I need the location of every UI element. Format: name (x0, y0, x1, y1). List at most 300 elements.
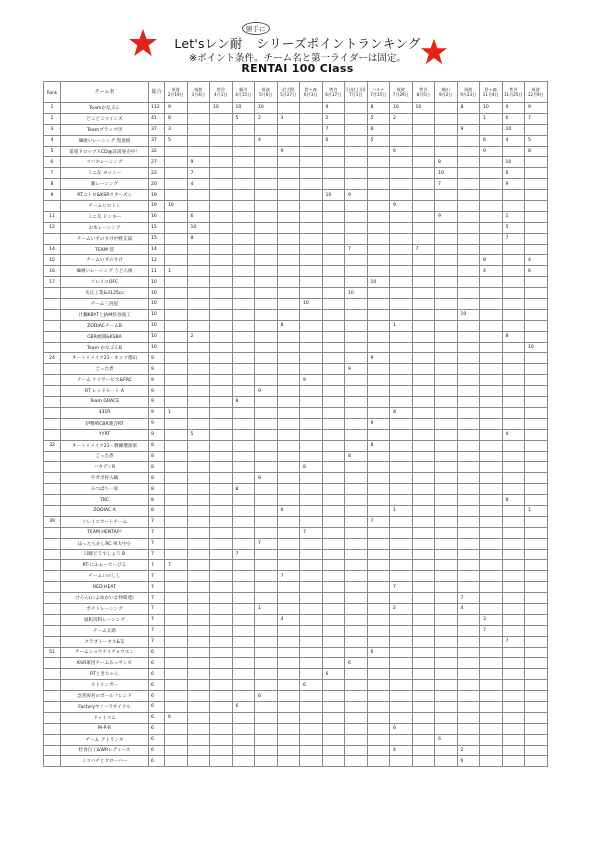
total-points-cell: 8 (149, 473, 165, 484)
event-points-cell (277, 386, 300, 397)
event-points-cell (322, 386, 345, 397)
event-points-cell (322, 353, 345, 364)
event-points-cell (277, 712, 300, 723)
event-points-cell (255, 571, 278, 582)
event-points-cell (165, 593, 188, 604)
event-points-cell (210, 342, 233, 353)
event-points-cell (435, 647, 458, 658)
event-points-cell: 10 (187, 222, 210, 233)
event-points-cell (187, 549, 210, 560)
event-points-cell (367, 560, 390, 571)
event-points-cell (502, 266, 525, 277)
header-event (525, 82, 548, 103)
team-name-cell: 急善IV君のボールフレンド (61, 691, 149, 702)
event-points-cell (277, 429, 300, 440)
event-points-cell (525, 222, 548, 233)
event-points-cell (502, 680, 525, 691)
event-points-cell: 3 (165, 124, 188, 135)
event-points-cell (435, 680, 458, 691)
event-points-cell (322, 723, 345, 734)
event-points-cell (300, 331, 323, 342)
event-points-cell (210, 353, 233, 364)
header-event (277, 82, 300, 103)
event-points-cell: 1 (165, 266, 188, 277)
team-name-cell: ミニ友 ヨッシー (61, 168, 149, 179)
event-points-cell (457, 549, 480, 560)
event-points-cell (502, 473, 525, 484)
event-points-cell (412, 233, 435, 244)
event-points-cell (300, 734, 323, 745)
total-points-cell: 7 (149, 571, 165, 582)
event-points-cell (435, 527, 458, 538)
event-date: 7月1日 (349, 92, 363, 97)
team-name-cell: Teamかなぶん (61, 103, 149, 114)
event-points-cell (165, 331, 188, 342)
handwritten-stamp: 勝手に (242, 22, 270, 35)
event-points-cell (165, 179, 188, 190)
event-points-cell (232, 375, 255, 386)
event-points-cell (367, 582, 390, 593)
event-points-cell (502, 146, 525, 157)
event-points-cell (165, 288, 188, 299)
event-points-cell (502, 614, 525, 625)
event-points-cell (502, 277, 525, 288)
event-points-cell (210, 190, 233, 201)
event-points-cell: 4 (525, 255, 548, 266)
event-points-cell (300, 440, 323, 451)
event-points-cell (187, 353, 210, 364)
rank-cell (44, 658, 61, 669)
event-points-cell (367, 288, 390, 299)
rank-cell: 1 (44, 103, 61, 114)
team-name-cell: チームショウナイチョウエン (61, 647, 149, 658)
team-name-cell: チームいずのすけ中野支部 (61, 233, 149, 244)
event-points-cell (525, 375, 548, 386)
event-points-cell (345, 756, 368, 767)
event-points-cell (412, 386, 435, 397)
event-points-cell (502, 723, 525, 734)
event-points-cell (277, 201, 300, 212)
event-points-cell (412, 157, 435, 168)
event-points-cell (255, 375, 278, 386)
event-points-cell (412, 168, 435, 179)
event-date: 2月19日 (167, 92, 184, 97)
event-points-cell (480, 636, 503, 647)
event-points-cell: 7 (502, 636, 525, 647)
event-points-cell (457, 288, 480, 299)
event-points-cell (210, 723, 233, 734)
event-points-cell (322, 222, 345, 233)
event-points-cell (367, 549, 390, 560)
team-name-cell: チームヒロトン (61, 201, 149, 212)
team-name-cell: ハタデンR (61, 462, 149, 473)
event-points-cell (277, 723, 300, 734)
total-points-cell: 9 (149, 418, 165, 429)
rank-cell: 12 (44, 222, 61, 233)
event-points-cell: 10 (300, 299, 323, 310)
event-points-cell (277, 397, 300, 408)
event-points-cell (367, 309, 390, 320)
table-row (44, 571, 548, 582)
event-points-cell (390, 299, 413, 310)
table-row (44, 375, 548, 386)
event-points-cell (300, 397, 323, 408)
event-points-cell (255, 179, 278, 190)
rank-cell (44, 462, 61, 473)
total-points-cell: 6 (149, 691, 165, 702)
rank-cell: 5 (44, 146, 61, 157)
event-points-cell: 1 (525, 505, 548, 516)
event-points-cell (412, 647, 435, 658)
total-points-cell: 7 (149, 593, 165, 604)
event-points-cell (480, 124, 503, 135)
event-points-cell (457, 277, 480, 288)
event-points-cell (412, 277, 435, 288)
event-points-cell: 9 (345, 364, 368, 375)
event-points-cell (457, 113, 480, 124)
event-points-cell (457, 712, 480, 723)
event-points-cell (502, 669, 525, 680)
event-points-cell (480, 397, 503, 408)
total-points-cell: 6 (149, 669, 165, 680)
event-points-cell (390, 135, 413, 146)
event-points-cell (435, 397, 458, 408)
event-points-cell (232, 603, 255, 614)
event-points-cell (165, 157, 188, 168)
rank-cell: 15 (44, 255, 61, 266)
event-points-cell (210, 157, 233, 168)
event-points-cell (255, 614, 278, 625)
event-points-cell (232, 222, 255, 233)
event-points-cell (457, 647, 480, 658)
total-points-cell: 6 (149, 745, 165, 756)
event-points-cell (525, 299, 548, 310)
event-points-cell (502, 538, 525, 549)
event-points-cell (277, 756, 300, 767)
event-points-cell (300, 614, 323, 625)
total-points-cell: 8 (149, 440, 165, 451)
event-points-cell (367, 603, 390, 614)
event-points-cell (277, 266, 300, 277)
event-points-cell (435, 484, 458, 495)
rank-cell (44, 723, 61, 734)
event-points-cell (322, 364, 345, 375)
event-points-cell (390, 658, 413, 669)
event-points-cell (390, 484, 413, 495)
event-points-cell (412, 375, 435, 386)
event-points-cell (367, 527, 390, 538)
event-points-cell (367, 723, 390, 734)
event-points-cell (232, 647, 255, 658)
event-points-cell (255, 582, 278, 593)
event-points-cell (300, 244, 323, 255)
event-points-cell (435, 277, 458, 288)
event-points-cell (277, 484, 300, 495)
event-points-cell (435, 701, 458, 712)
event-points-cell (345, 233, 368, 244)
event-date: 7月15日 (370, 92, 387, 97)
event-points-cell (322, 211, 345, 222)
team-name-cell: ツバキレーシング (61, 157, 149, 168)
event-date: 12月9日 (527, 92, 544, 97)
event-points-cell: 6 (232, 701, 255, 712)
table-row (44, 397, 548, 408)
event-points-cell (277, 135, 300, 146)
event-points-cell (525, 712, 548, 723)
table-row (44, 353, 548, 364)
event-points-cell (502, 244, 525, 255)
event-points-cell: 7 (367, 516, 390, 527)
event-points-cell (390, 342, 413, 353)
event-points-cell: 6 (322, 135, 345, 146)
event-points-cell (435, 582, 458, 593)
event-points-cell (322, 146, 345, 157)
event-points-cell (255, 636, 278, 647)
class-name: RENTAI 100 Class (241, 62, 354, 75)
event-venue: 菅谷 (329, 87, 338, 92)
event-points-cell (232, 124, 255, 135)
event-points-cell (255, 364, 278, 375)
total-points-cell: 9 (149, 364, 165, 375)
event-points-cell (232, 538, 255, 549)
event-points-cell (412, 364, 435, 375)
event-points-cell (502, 484, 525, 495)
event-points-cell (412, 495, 435, 506)
event-points-cell (502, 288, 525, 299)
event-points-cell (480, 386, 503, 397)
event-points-cell (322, 527, 345, 538)
event-points-cell (457, 669, 480, 680)
team-name-cell: ストリンガー (61, 680, 149, 691)
event-points-cell (300, 593, 323, 604)
event-points-cell (232, 168, 255, 179)
event-points-cell (210, 614, 233, 625)
event-points-cell (210, 451, 233, 462)
event-points-cell (367, 201, 390, 212)
event-points-cell (277, 538, 300, 549)
event-points-cell (165, 538, 188, 549)
event-points-cell (412, 146, 435, 157)
table-row (44, 168, 548, 179)
event-points-cell (300, 516, 323, 527)
table-row (44, 712, 548, 723)
event-points-cell: 9 (345, 190, 368, 201)
table-row (44, 146, 548, 157)
event-points-cell (232, 669, 255, 680)
event-points-cell (480, 756, 503, 767)
event-points-cell (232, 211, 255, 222)
event-points-cell: 8 (457, 103, 480, 114)
event-points-cell (255, 495, 278, 506)
total-points-cell: 10 (149, 342, 165, 353)
event-points-cell (165, 277, 188, 288)
event-points-cell (412, 756, 435, 767)
event-points-cell (277, 669, 300, 680)
event-points-cell (255, 288, 278, 299)
event-points-cell (525, 603, 548, 614)
event-points-cell: 5 (525, 135, 548, 146)
table-row (44, 299, 548, 310)
event-points-cell (390, 211, 413, 222)
table-row (44, 680, 548, 691)
event-points-cell (367, 625, 390, 636)
team-name-cell: クラブトータス&友 (61, 636, 149, 647)
event-points-cell (322, 462, 345, 473)
event-points-cell (480, 451, 503, 462)
event-points-cell (277, 331, 300, 342)
event-points-cell (345, 614, 368, 625)
event-points-cell: 4 (187, 179, 210, 190)
event-points-cell (300, 756, 323, 767)
event-points-cell (232, 473, 255, 484)
event-points-cell: 7 (502, 233, 525, 244)
rank-cell (44, 429, 61, 440)
event-points-cell (165, 647, 188, 658)
event-points-cell: 9 (187, 157, 210, 168)
event-points-cell (232, 201, 255, 212)
rank-cell (44, 288, 61, 299)
event-points-cell (367, 364, 390, 375)
team-name-cell: チーム太助 (61, 625, 149, 636)
team-name-cell: ソレイユカートチーム (61, 516, 149, 527)
event-points-cell (187, 364, 210, 375)
event-points-cell (255, 723, 278, 734)
event-points-cell (210, 495, 233, 506)
event-points-cell (187, 734, 210, 745)
event-points-cell (300, 353, 323, 364)
event-points-cell (412, 745, 435, 756)
event-points-cell (390, 680, 413, 691)
table-row (44, 277, 548, 288)
rank-cell (44, 375, 61, 386)
table-row (44, 451, 548, 462)
event-points-cell (435, 353, 458, 364)
event-points-cell (300, 364, 323, 375)
event-points-cell (232, 146, 255, 157)
rank-cell: 8 (44, 179, 61, 190)
team-name-cell: チームいのしし (61, 571, 149, 582)
event-points-cell (210, 429, 233, 440)
event-points-cell (367, 190, 390, 201)
event-points-cell (187, 691, 210, 702)
event-points-cell (232, 636, 255, 647)
event-points-cell (322, 429, 345, 440)
event-points-cell (165, 745, 188, 756)
event-points-cell (345, 113, 368, 124)
header-event (502, 82, 525, 103)
event-points-cell (232, 233, 255, 244)
event-points-cell (187, 462, 210, 473)
total-points-cell: 9 (149, 429, 165, 440)
event-points-cell (165, 571, 188, 582)
event-points-cell (187, 603, 210, 614)
event-points-cell (390, 375, 413, 386)
event-points-cell (322, 538, 345, 549)
event-points-cell (210, 233, 233, 244)
event-points-cell (412, 691, 435, 702)
event-points-cell (300, 647, 323, 658)
event-venue: 菅谷 (216, 87, 225, 92)
header-event (435, 82, 458, 103)
event-points-cell: 10 (457, 309, 480, 320)
event-points-cell (210, 658, 233, 669)
event-points-cell (210, 505, 233, 516)
total-points-cell: 8 (149, 462, 165, 473)
event-points-cell (525, 734, 548, 745)
event-points-cell (480, 680, 503, 691)
event-points-cell (300, 201, 323, 212)
total-points-cell: 41 (149, 113, 165, 124)
event-points-cell (187, 516, 210, 527)
event-points-cell (502, 582, 525, 593)
rank-cell (44, 691, 61, 702)
event-points-cell (412, 723, 435, 734)
event-points-cell (322, 157, 345, 168)
event-points-cell (277, 211, 300, 222)
event-points-cell (525, 179, 548, 190)
event-points-cell (300, 255, 323, 266)
event-points-cell (300, 669, 323, 680)
event-points-cell (277, 603, 300, 614)
event-points-cell (525, 386, 548, 397)
table-row (44, 636, 548, 647)
event-points-cell (232, 288, 255, 299)
total-points-cell: 9 (149, 375, 165, 386)
team-name-cell: どこどこツインズ (61, 113, 149, 124)
event-points-cell (232, 625, 255, 636)
rank-cell (44, 397, 61, 408)
event-points-cell (412, 625, 435, 636)
event-points-cell: 6 (457, 756, 480, 767)
header-event (367, 82, 390, 103)
event-points-cell: 8 (187, 233, 210, 244)
event-venue: 筑波 (171, 87, 180, 92)
team-name-cell: TKC (61, 495, 149, 506)
event-points-cell (412, 113, 435, 124)
rank-cell: 9 (44, 190, 61, 201)
event-points-cell (322, 233, 345, 244)
event-points-cell (525, 418, 548, 429)
event-points-cell (367, 691, 390, 702)
event-points-cell (232, 135, 255, 146)
event-points-cell (255, 353, 278, 364)
event-points-cell (525, 397, 548, 408)
event-points-cell (367, 375, 390, 386)
event-points-cell (187, 375, 210, 386)
event-points-cell (232, 614, 255, 625)
team-name-cell: RT-にふぉーでーびる (61, 560, 149, 571)
event-points-cell (435, 495, 458, 506)
event-points-cell (345, 495, 368, 506)
event-points-cell: 8 (435, 157, 458, 168)
event-points-cell (457, 723, 480, 734)
event-points-cell: 6 (525, 266, 548, 277)
event-points-cell (412, 429, 435, 440)
event-points-cell (457, 222, 480, 233)
event-points-cell (435, 386, 458, 397)
event-date: 9月23日 (460, 92, 477, 97)
rank-cell (44, 538, 61, 549)
event-points-cell: 8 (525, 146, 548, 157)
event-points-cell (232, 756, 255, 767)
event-points-cell (502, 745, 525, 756)
event-points-cell (255, 484, 278, 495)
event-points-cell (457, 691, 480, 702)
event-points-cell (210, 745, 233, 756)
event-points-cell (345, 647, 368, 658)
event-points-cell (412, 484, 435, 495)
event-points-cell (277, 658, 300, 669)
